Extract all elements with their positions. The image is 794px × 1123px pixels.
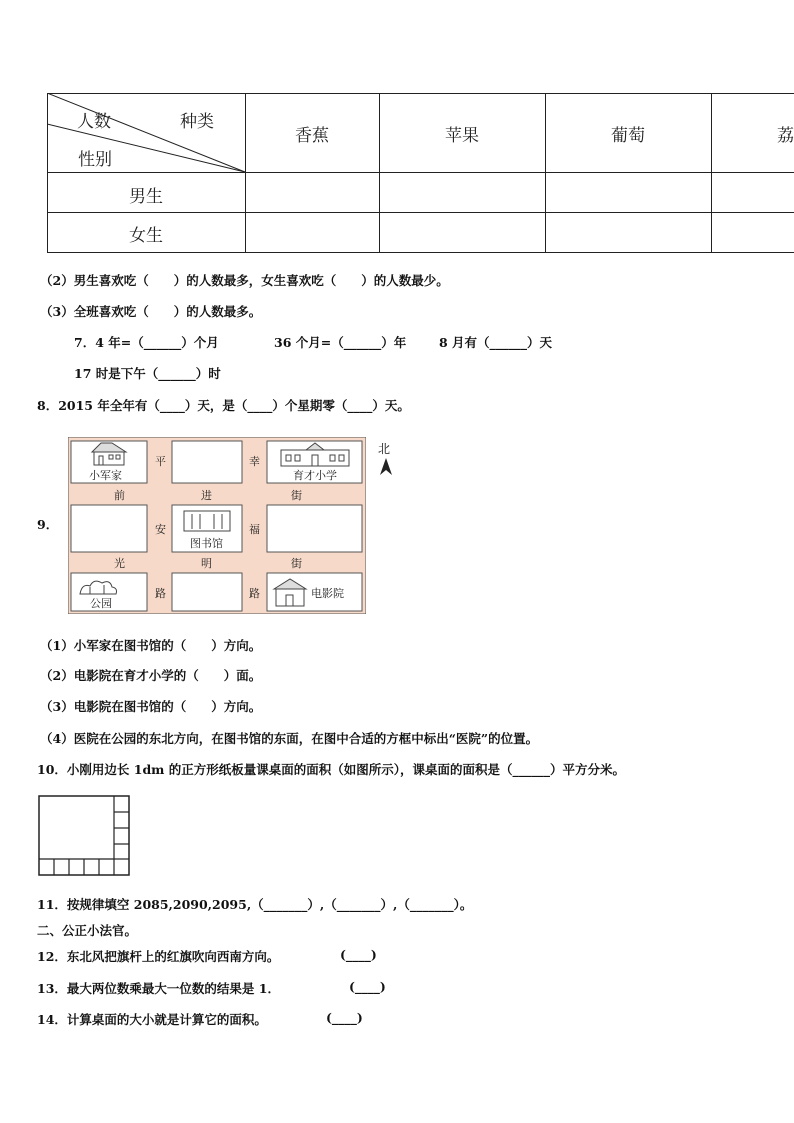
q7-part2: 36 个月=（______）年 [274, 335, 407, 350]
town-map [68, 437, 366, 614]
q8-text: 8．2015 年全年有（____）天，是（____）个星期零（____）天。 [37, 398, 410, 413]
road-right-char: 幸 [249, 455, 260, 468]
street-top-char: 前 [114, 489, 125, 502]
column-header: 苹果 [445, 126, 479, 146]
library-label: 图书馆 [190, 537, 223, 550]
street-top-char: 街 [291, 489, 302, 502]
column-header: 葡萄 [611, 126, 645, 146]
street-top-char: 进 [201, 489, 212, 502]
library-building-icon [184, 511, 230, 531]
desk-square-grid-figure [38, 795, 132, 877]
corner-label-kind: 种类 [180, 112, 214, 132]
table-diagonal-lines [47, 93, 246, 173]
q12-answer-blank: (____) [340, 947, 377, 962]
road-left-char: 路 [155, 587, 166, 600]
q7-part3: 8 月有（______）天 [439, 335, 553, 350]
q11-text: 11．按规律填空 2085,2090,2095,（_______）,（_______）,（_______）。 [37, 897, 473, 912]
column-header: 香蕉 [295, 126, 329, 146]
q9-sub1: （1）小军家在图书馆的（ ）方向。 [40, 638, 262, 653]
q6-sub3: （3）全班喜欢吃（ ）的人数最多。 [40, 304, 262, 319]
park-label: 公园 [90, 597, 112, 610]
road-right-char: 路 [249, 587, 260, 600]
road-right-char: 福 [249, 523, 260, 536]
section-2-title: 二、公正小法官。 [37, 923, 138, 938]
q6-sub2: （2）男生喜欢吃（ ）的人数最多，女生喜欢吃（ ）的人数最少。 [40, 273, 449, 288]
road-left-char: 安 [155, 523, 166, 536]
row-header-boys: 男生 [129, 187, 163, 207]
street-bottom-char: 光 [114, 557, 125, 570]
q9-sub2: （2）电影院在育才小学的（ ）面。 [40, 668, 262, 683]
street-bottom-char: 明 [201, 557, 212, 570]
q14-answer-blank: (____) [326, 1010, 363, 1025]
school-label: 育才小学 [293, 469, 337, 482]
row-header-girls: 女生 [129, 226, 163, 246]
north-label: 北 [378, 442, 391, 456]
q10-text: 10．小刚用边长 1dm 的正方形纸板量课桌面的面积（如图所示），课桌面的面积是（______）平方分米。 [37, 762, 626, 777]
q9-number: 9． [37, 517, 59, 532]
road-left-char: 平 [155, 455, 166, 468]
corner-label-count: 人数 [77, 112, 111, 132]
q7-part4: 17 时是下午（______）时 [74, 366, 221, 381]
cinema-label: 电影院 [311, 587, 344, 600]
q12-text: 12．东北风把旗杆上的红旗吹向西南方向。 [37, 949, 280, 964]
q13-text: 13．最大两位数乘最大一位数的结果是 1． [37, 981, 280, 996]
street-bottom-char: 街 [291, 557, 302, 570]
north-arrow-icon [379, 458, 393, 476]
q14-text: 14．计算桌面的大小就是计算它的面积。 [37, 1012, 267, 1027]
fruit-survey-table [47, 93, 794, 253]
q9-sub4: （4）医院在公园的东北方向，在图书馆的东面，在图中合适的方框中标出“医院”的位置。 [40, 731, 539, 746]
q9-sub3: （3）电影院在图书馆的（ ）方向。 [40, 699, 262, 714]
home-label: 小军家 [89, 469, 122, 482]
q7-part1: 7．4 年=（______）个月 [74, 335, 219, 350]
column-header: 荔 [777, 126, 794, 146]
corner-label-gender: 性别 [78, 150, 112, 170]
q13-answer-blank: (____) [349, 979, 386, 994]
